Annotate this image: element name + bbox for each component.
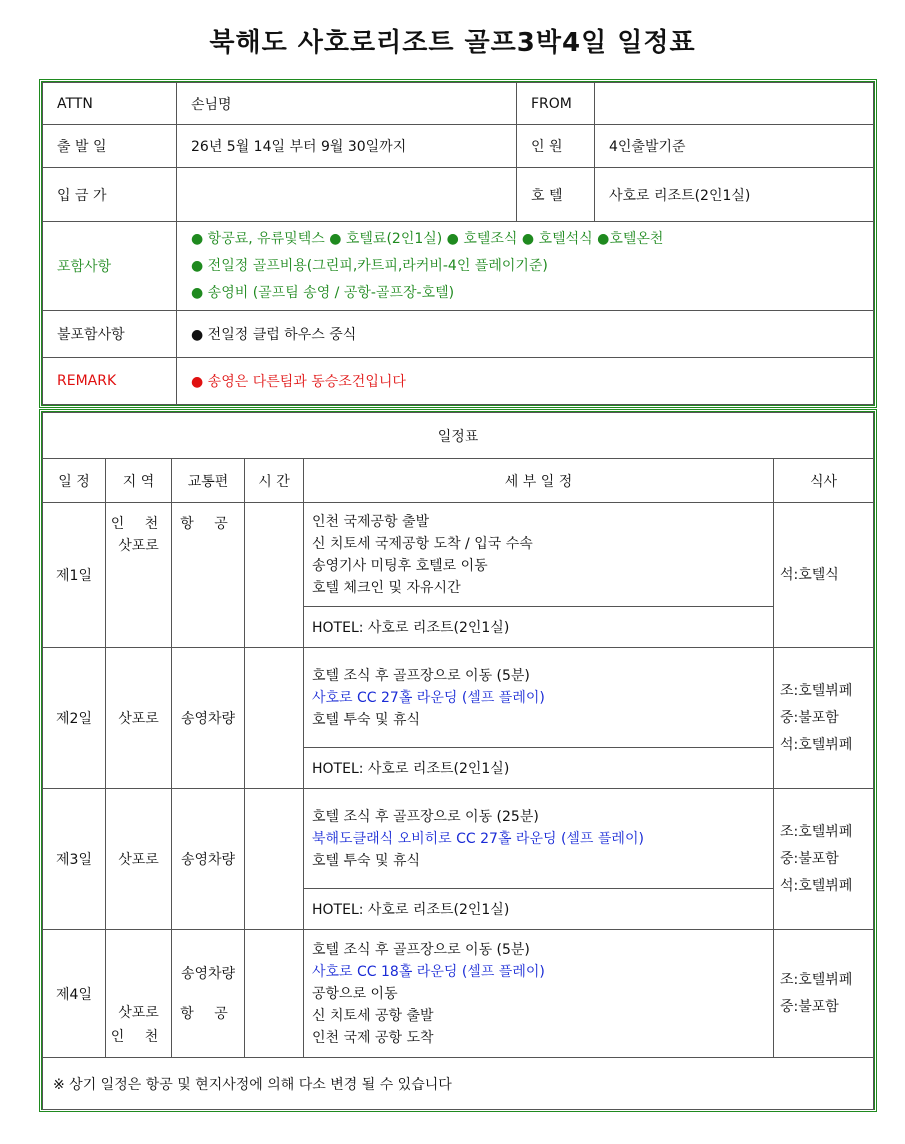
column-header: 지 역 (106, 459, 172, 503)
included-line: ● 항공료, 유류및텍스 ● 호텔료(2인1실) ● 호텔조식 ● 호텔석식 ●호텔온천 (191, 230, 664, 247)
detail-line: 인천 국제 공항 도착 (312, 1029, 434, 1046)
detail-line-highlight: 사호로 CC 18홀 라운딩 (셀프 플레이) (312, 963, 545, 980)
depart-value: 26년 5월 14일 부터 9월 30일까지 (177, 125, 517, 168)
hotel-line: HOTEL: 사호로 리조트(2인1실) (304, 748, 774, 789)
hotel-line: HOTEL: 사호로 리조트(2인1실) (304, 607, 774, 648)
deposit-value (177, 168, 517, 222)
detail-line: 송영기사 미팅후 호텔로 이동 (312, 557, 488, 574)
detail-line: 호텔 체크인 및 자유시간 (312, 579, 461, 596)
column-header: 세 부 일 정 (304, 459, 774, 503)
detail-cell (304, 930, 774, 1058)
meal-line: 석:호텔뷔페 (780, 877, 853, 894)
meal-line: 중:불포함 (780, 998, 839, 1015)
info-table (42, 82, 874, 405)
day-label: 제2일 (43, 648, 106, 789)
day-row (43, 930, 874, 1058)
column-header: 교통편 (172, 459, 245, 503)
transport-cell: 항 공 (172, 503, 245, 648)
detail-line: 호텔 투숙 및 휴식 (312, 711, 421, 728)
hotel-line: HOTEL: 사호로 리조트(2인1실) (304, 889, 774, 930)
day-label: 제3일 (43, 789, 106, 930)
included-line: ● 송영비 (골프팀 송영 / 공항-골프장-호텔) (191, 284, 455, 301)
time-cell (245, 503, 304, 648)
schedule-header: 일정표 (43, 413, 874, 459)
info-box (39, 79, 877, 408)
depart-label: 출 발 일 (43, 125, 177, 168)
day-label: 제1일 (43, 503, 106, 648)
meal-cell (774, 789, 874, 930)
day-label: 제4일 (43, 930, 106, 1058)
meal-line: 조:호텔뷔페 (780, 823, 853, 840)
meal-line: 석:호텔뷔페 (780, 736, 853, 753)
meal-line: 중:불포함 (780, 850, 839, 867)
transport-cell: 송영차량 (172, 648, 245, 789)
people-label: 인 원 (517, 125, 595, 168)
time-cell (245, 930, 304, 1058)
included-list (177, 222, 874, 310)
meal-cell (774, 930, 874, 1058)
detail-line: 호텔 조식 후 골프장으로 이동 (5분) (312, 941, 530, 958)
detail-cell (304, 648, 774, 748)
region-name: 삿포로 (118, 1005, 159, 1021)
transport-name: 송영차량 (180, 965, 236, 982)
meal-line: 조:호텔뷔페 (780, 971, 853, 988)
region-name: 인 천 (110, 1029, 167, 1045)
detail-line: 호텔 투숙 및 휴식 (312, 852, 421, 869)
footnote: ※ 상기 일정은 항공 및 현지사정에 의해 다소 변경 될 수 있습니다 (43, 1058, 874, 1110)
column-header: 시 간 (245, 459, 304, 503)
region-name: 인 천 (110, 516, 167, 532)
hotel-value: 사호로 리조트(2인1실) (595, 168, 874, 222)
time-cell (245, 648, 304, 789)
day-row (43, 503, 874, 607)
from-value (595, 83, 874, 125)
region-name: 삿포로 (106, 648, 172, 789)
schedule-box (39, 409, 877, 1112)
detail-line-highlight: 사호로 CC 27홀 라운딩 (셀프 플레이) (312, 689, 545, 706)
hotel-label: 호 텔 (517, 168, 595, 222)
from-label: FROM (517, 83, 595, 125)
attn-label: ATTN (43, 83, 177, 125)
meal-cell (774, 648, 874, 789)
included-line: ● 전일정 골프비용(그린피,카트피,라커비-4인 플레이기준) (191, 257, 548, 274)
excluded-label: 불포함사항 (43, 310, 177, 357)
detail-line: 호텔 조식 후 골프장으로 이동 (5분) (312, 667, 530, 684)
remark-line: ● 송영은 다른팀과 동승조건입니다 (177, 357, 874, 404)
people-value: 4인출발기준 (595, 125, 874, 168)
day-row (43, 789, 874, 889)
detail-line: 공항으로 이동 (312, 985, 398, 1002)
detail-line: 신 치토세 국제공항 도착 / 입국 수속 (312, 535, 533, 552)
region-name: 삿포로 (106, 789, 172, 930)
transport-name: 항 공 (180, 1005, 236, 1022)
detail-cell (304, 503, 774, 607)
remark-label: REMARK (43, 357, 177, 404)
meal-line: 석:호텔식 (780, 566, 839, 583)
region-cell (106, 930, 172, 1058)
excluded-line: ● 전일정 클럽 하우스 중식 (177, 310, 874, 357)
meal-line: 중:불포함 (780, 709, 839, 726)
detail-line: 호텔 조식 후 골프장으로 이동 (25분) (312, 808, 539, 825)
detail-line: 신 치토세 공항 출발 (312, 1007, 434, 1024)
transport-cell: 송영차량 (172, 789, 245, 930)
meal-cell (774, 503, 874, 648)
column-header: 식사 (774, 459, 874, 503)
column-header: 일 정 (43, 459, 106, 503)
region-name: 삿포로 (118, 538, 159, 554)
detail-line-highlight: 북해도클래식 오비히로 CC 27홀 라운딩 (셀프 플레이) (312, 830, 644, 847)
deposit-label: 입 금 가 (43, 168, 177, 222)
time-cell (245, 789, 304, 930)
detail-line: 인천 국제공항 출발 (312, 513, 430, 530)
meal-line: 조:호텔뷔페 (780, 682, 853, 699)
column-header-row (43, 459, 874, 503)
included-label: 포함사항 (43, 222, 177, 310)
day-row (43, 648, 874, 748)
region-cell (106, 503, 172, 648)
page-title: 북해도 사호로리조트 골프3박4일 일정표 (209, 28, 696, 58)
attn-value: 손님명 (177, 83, 517, 125)
detail-cell (304, 789, 774, 889)
transport-cell (172, 930, 245, 1058)
schedule-table (42, 412, 874, 1110)
